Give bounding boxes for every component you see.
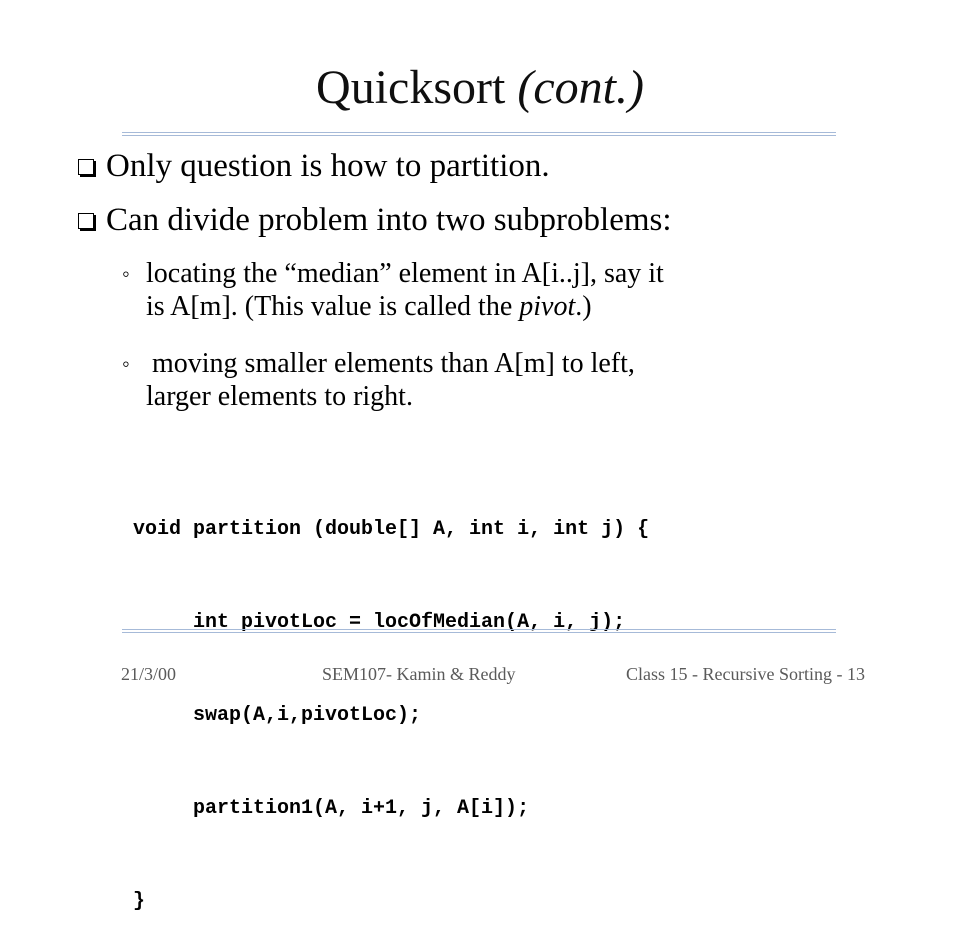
footer-date: 21/3/00: [121, 664, 177, 684]
code-line: void partition (double[] A, int i, int j) {: [133, 518, 650, 541]
sub-bullet-2-line-1: moving smaller elements than A[m] to left,: [152, 348, 635, 379]
top-divider: [122, 132, 836, 136]
bullet-text-2: Can divide problem into two subproblems:: [106, 202, 672, 238]
bullet-item-1: [78, 146, 550, 186]
sub-bullet-1-line-2: [146, 290, 664, 323]
square-bullet-icon: [78, 213, 94, 229]
sub-bullet-item-1: [122, 257, 664, 323]
slide-title-suffix: (cont.): [517, 61, 644, 114]
pivot-term: pivot: [519, 291, 576, 322]
slide-title: [0, 58, 960, 118]
footer-course: SEM107- Kamin & Reddy: [322, 664, 516, 684]
sub-bullet-2-line-2: larger elements to right.: [146, 381, 413, 412]
hollow-circle-bullet-icon: ◦: [122, 261, 130, 286]
code-line: }: [133, 890, 146, 913]
bottom-divider: [122, 629, 836, 633]
code-line: int pivotLoc = locOfMedian(A, i, j);: [133, 611, 626, 634]
bullet-text-1: Only question is how to partition.: [106, 148, 550, 184]
sub-bullet-item-2: [122, 347, 635, 413]
footer-page: Class 15 - Recursive Sorting - 13: [626, 664, 865, 684]
slide-title-main: Quicksort: [316, 61, 506, 114]
square-bullet-icon: [78, 159, 94, 175]
sub-bullet-1-text-end: .): [575, 291, 592, 322]
code-line: partition1(A, i+1, j, A[i]);: [133, 797, 530, 820]
code-block: [133, 452, 649, 948]
hollow-circle-bullet-icon: ◦: [122, 351, 130, 376]
sub-bullet-1-text: is A[m]. (This value is called the: [146, 291, 520, 322]
sub-bullet-1-line-1: locating the “median” element in A[i..j], say it: [146, 258, 664, 289]
bullet-item-2: [78, 200, 672, 240]
code-line: swap(A,i,pivotLoc);: [133, 704, 422, 727]
